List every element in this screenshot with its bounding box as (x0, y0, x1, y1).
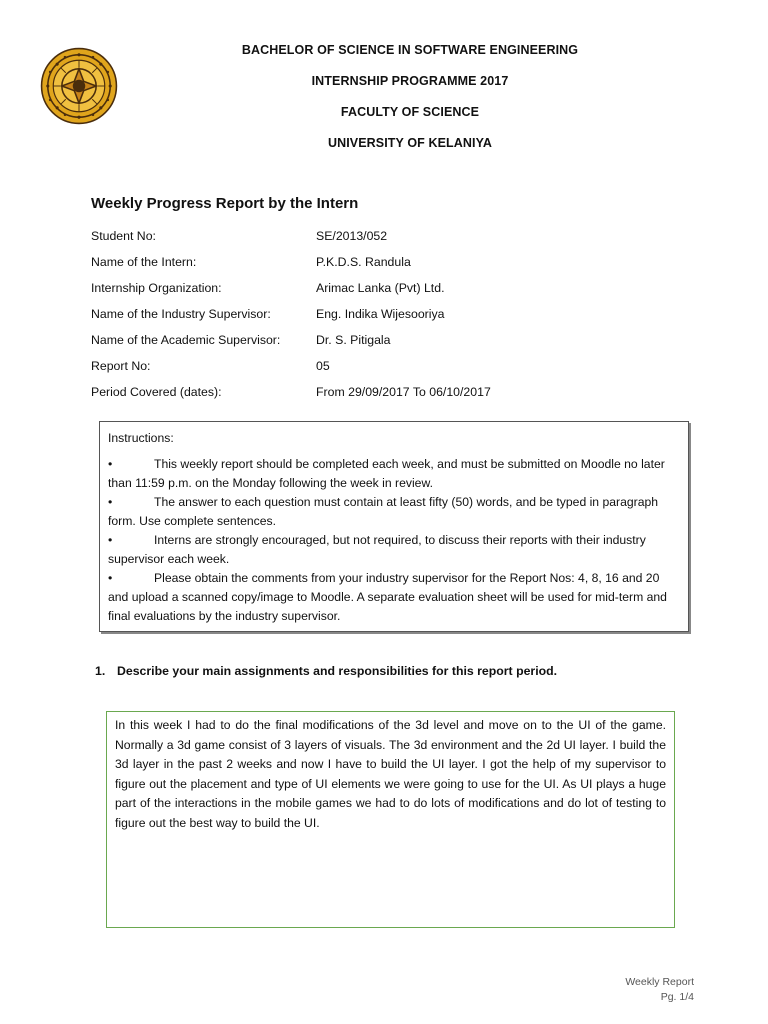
info-label: Student No: (91, 229, 156, 243)
header-university: UNIVERSITY OF KELANIYA (327, 136, 493, 150)
info-value: Eng. Indika Wijesooriya (316, 307, 445, 321)
report-title: Weekly Progress Report by the Intern (91, 195, 359, 212)
info-value: Dr. S. Pitigala (316, 333, 391, 347)
instruction-item (108, 493, 680, 531)
instructions-box (99, 421, 689, 632)
bullet-icon: • (108, 457, 113, 471)
question-text: Describe your main assignments and responsibilities for this report period. (117, 664, 558, 678)
info-label: Name of the Academic Supervisor: (91, 333, 281, 347)
header-programme: INTERNSHIP PROGRAMME 2017 (311, 74, 509, 88)
instruction-text: This weekly report should be completed each week, and must be submitted on Moodle no later than 11:59 p.m. on the Monday following the week in review. (108, 457, 665, 490)
info-value: P.K.D.S. Randula (316, 255, 411, 269)
university-seal-logo (40, 47, 118, 125)
info-value: SE/2013/052 (316, 229, 388, 243)
info-label: Name of the Intern: (91, 255, 197, 269)
instruction-text: Please obtain the comments from your industry supervisor for the Report Nos: 4, 8, 16 and 20 and upload a scanned copy/image to Moodle. A separate evaluation sheet will be used for mid-term and final evaluations by the industry supervisor. (108, 571, 667, 623)
instruction-text: The answer to each question must contain at least fifty (50) words, and be typed in paragraph form. Use complete sentences. (108, 495, 659, 528)
footer-report-label: Weekly Report (625, 976, 694, 988)
instruction-item (108, 455, 680, 493)
question-1 (95, 664, 557, 678)
info-label: Name of the Industry Supervisor: (91, 307, 271, 321)
instruction-text: Interns are strongly encouraged, but not required, to discuss their reports with their industry supervisor each week. (108, 533, 646, 566)
info-label: Internship Organization: (91, 281, 222, 295)
page-footer (625, 975, 694, 1005)
info-value: Arimac Lanka (Pvt) Ltd. (316, 281, 445, 295)
instructions-heading: Instructions: (108, 431, 174, 445)
header-faculty: FACULTY OF SCIENCE (340, 105, 480, 119)
info-value: 05 (316, 359, 330, 373)
info-label: Report No: (91, 359, 151, 373)
question-number: 1. (95, 664, 106, 678)
footer-page-number: Pg. 1/4 (660, 991, 694, 1003)
info-label: Period Covered (dates): (91, 385, 222, 399)
instruction-item (108, 531, 680, 569)
bullet-icon: • (108, 533, 113, 547)
answer-box[interactable]: In this week I had to do the final modifications of the 3d level and move on to the UI of the game. Normally a 3d game consist of 3 layers of visuals. The 3d environment and the 2d UI layer. I build the 3d layer in the past 2 weeks and now I have to build the UI layer. I got the help of my supervisor to figure out the placement and type of UI elements we were going to use for the UI. As UI plays a huge part of the interactions in the mobile games we had to do lots of modifications and do lot of testing to figure out the best way to build the UI. (106, 711, 675, 928)
instruction-item (108, 569, 680, 626)
header-degree: BACHELOR OF SCIENCE IN SOFTWARE ENGINEERING (241, 43, 579, 57)
bullet-icon: • (108, 495, 113, 509)
bullet-icon: • (108, 571, 113, 585)
info-value: From 29/09/2017 To 06/10/2017 (316, 385, 491, 399)
